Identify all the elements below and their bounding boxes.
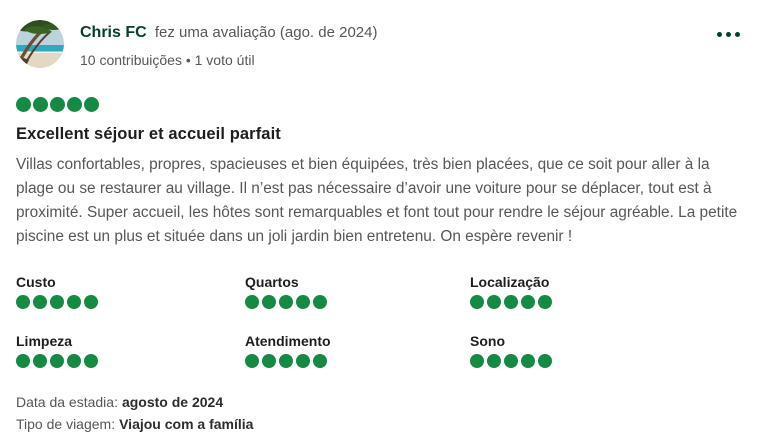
rating-bubble-filled — [84, 354, 98, 368]
ellipsis-icon — [735, 32, 740, 37]
rating-bubble-filled — [16, 97, 31, 112]
rating-bubble-filled — [538, 354, 552, 368]
rating-bubble-filled — [50, 295, 64, 309]
header-text — [80, 20, 378, 69]
rating-bubble-filled — [16, 295, 30, 309]
review-header — [16, 20, 751, 69]
subrating-cell-sono — [470, 333, 751, 368]
rating-bubble-filled — [470, 354, 484, 368]
subrating-label: Localização — [470, 274, 550, 290]
username-link[interactable]: Chris FC — [80, 24, 147, 41]
ellipsis-icon — [717, 32, 722, 37]
byline — [80, 23, 378, 43]
subrating-cell-quartos — [245, 274, 470, 309]
ellipsis-icon — [726, 32, 731, 37]
rating-bubble-filled — [33, 354, 47, 368]
rating-bubble-filled — [470, 295, 484, 309]
rating-bubble-filled — [67, 97, 82, 112]
rating-bubble-filled — [521, 295, 535, 309]
rating-bubble-filled — [84, 97, 99, 112]
stay-date-label: Data da estadia: — [16, 394, 118, 410]
rating-bubble-filled — [504, 295, 518, 309]
rating-bubble-filled — [296, 295, 310, 309]
subrating-cell-limpeza — [16, 333, 245, 368]
subrating-label: Quartos — [245, 274, 299, 290]
subrating-bubbles — [16, 295, 245, 309]
rating-bubble-filled — [262, 295, 276, 309]
rating-bubble-filled — [538, 295, 552, 309]
trip-type-line — [16, 413, 751, 435]
subrating-label: Atendimento — [245, 333, 331, 349]
review-body-text: Villas confortables, propres, spacieuses et bien équipées, très bien placées, que ce soit pour aller à la plage ou se restaurer au village. Il n’est pas nécessaire d’avoir une voiture pour se déplacer, tout est à proximité. Super accueil, les hôtes sont remarquables et font tout pour rendre le séjour agréable. La petite piscine est un plus et située dans un joli jardin bien entretenu. On espère revenir ! — [16, 156, 738, 245]
rating-bubble-filled — [504, 354, 518, 368]
rating-bubble-filled — [279, 354, 293, 368]
rating-bubble-filled — [487, 354, 501, 368]
review-footer — [16, 391, 751, 435]
stay-date-value: agosto de 2024 — [121, 394, 224, 410]
subrating-cell-localização — [470, 274, 751, 309]
rating-bubble-filled — [521, 354, 535, 368]
trip-type-value: Viajou com a família — [119, 416, 254, 432]
avatar[interactable] — [16, 20, 64, 68]
rating-bubble-filled — [33, 295, 47, 309]
palm-beach-avatar-image — [16, 20, 64, 68]
rating-bubble-filled — [313, 295, 327, 309]
subratings-grid — [16, 274, 751, 368]
review-action-text: fez uma avaliação (ago. de 2024) — [154, 24, 378, 41]
rating-bubble-filled — [487, 295, 501, 309]
rating-bubble-filled — [67, 354, 81, 368]
rating-bubble-filled — [262, 354, 276, 368]
rating-bubble-filled — [313, 354, 327, 368]
overall-rating-bubbles — [16, 97, 751, 112]
subrating-label: Sono — [470, 333, 505, 349]
rating-bubble-filled — [245, 295, 259, 309]
contributions-meta: 10 contribuições • 1 voto útil — [80, 52, 255, 68]
rating-bubble-filled — [296, 354, 310, 368]
rating-bubble-filled — [50, 97, 65, 112]
subrating-bubbles — [245, 354, 470, 368]
more-options-button[interactable] — [713, 28, 744, 41]
rating-bubble-filled — [16, 354, 30, 368]
rating-bubble-filled — [84, 295, 98, 309]
rating-bubble-filled — [245, 354, 259, 368]
subrating-cell-atendimento — [245, 333, 470, 368]
subrating-label: Limpeza — [16, 333, 73, 349]
subrating-bubbles — [470, 295, 751, 309]
subrating-label: Custo — [16, 274, 56, 290]
subrating-bubbles — [245, 295, 470, 309]
rating-bubble-filled — [279, 295, 293, 309]
review-title: Excellent séjour et accueil parfait — [16, 125, 281, 143]
rating-bubble-filled — [33, 97, 48, 112]
stay-date-line — [16, 391, 751, 413]
subrating-bubbles — [16, 354, 245, 368]
subrating-cell-custo — [16, 274, 245, 309]
rating-bubble-filled — [67, 295, 81, 309]
trip-type-label: Tipo de viagem: — [16, 416, 116, 432]
subrating-bubbles — [470, 354, 751, 368]
rating-bubble-filled — [50, 354, 64, 368]
